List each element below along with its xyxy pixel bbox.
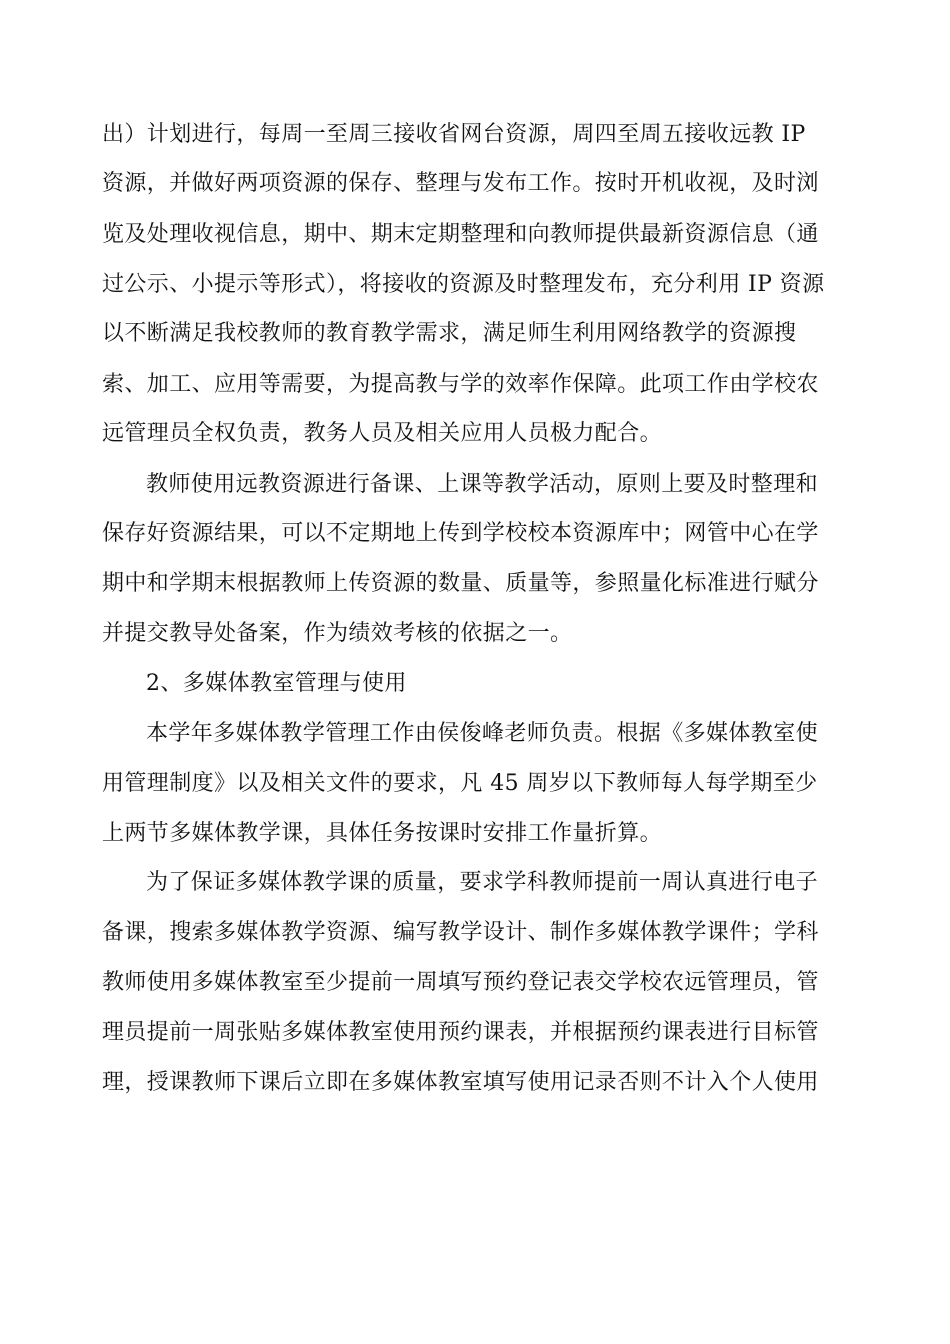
paragraph-line: 资源，并做好两项资源的保存、整理与发布工作。按时开机收视，及时浏 [102, 171, 819, 196]
paragraph-line: 索、加工、应用等需要，为提高教与学的效率作保障。此项工作由学校农 [102, 372, 819, 397]
paragraph-line: 过公示、小提示等形式），将接收的资源及时整理发布，充分利用 IP 资源 [102, 272, 825, 297]
paragraph-line: 上两节多媒体教学课，具体任务按课时安排工作量折算。 [102, 821, 663, 846]
paragraph-line: 用管理制度》以及相关文件的要求，凡 45 周岁以下教师每人每学期至少 [102, 771, 818, 796]
paragraph-line: 期中和学期末根据教师上传资源的数量、质量等，参照量化标准进行赋分 [102, 571, 819, 596]
paragraph-line: 远管理员全权负责，教务人员及相关应用人员极力配合。 [102, 421, 663, 446]
paragraph-line: 本学年多媒体教学管理工作由侯俊峰老师负责。根据《多媒体教室使 [146, 721, 819, 746]
paragraph-line: 并提交教导处备案，作为绩效考核的依据之一。 [102, 621, 573, 646]
paragraph-line: 教师使用多媒体教室至少提前一周填写预约登记表交学校农远管理员，管 [102, 970, 819, 995]
paragraph-line: 出）计划进行，每周一至周三接收省网台资源，周四至周五接收远教 IP [102, 122, 806, 147]
paragraph-line: 为了保证多媒体教学课的质量，要求学科教师提前一周认真进行电子 [146, 870, 819, 895]
paragraph-line: 览及处理收视信息，期中、期末定期整理和向教师提供最新资源信息（通 [102, 222, 819, 247]
paragraph-line: 保存好资源结果，可以不定期地上传到学校校本资源库中；网管中心在学 [102, 521, 819, 546]
section-heading: 2、多媒体教室管理与使用 [146, 671, 407, 696]
paragraph-line: 备课，搜索多媒体教学资源、编写教学设计、制作多媒体教学课件；学科 [102, 920, 819, 945]
paragraph-line: 理员提前一周张贴多媒体教室使用预约课表，并根据预约课表进行目标管 [102, 1020, 819, 1045]
paragraph-line: 教师使用远教资源进行备课、上课等教学活动，原则上要及时整理和 [146, 472, 819, 497]
paragraph-line: 以不断满足我校教师的教育教学需求，满足师生利用网络教学的资源搜 [102, 321, 797, 346]
paragraph-line: 理，授课教师下课后立即在多媒体教室填写使用记录否则不计入个人使用 [102, 1070, 819, 1095]
